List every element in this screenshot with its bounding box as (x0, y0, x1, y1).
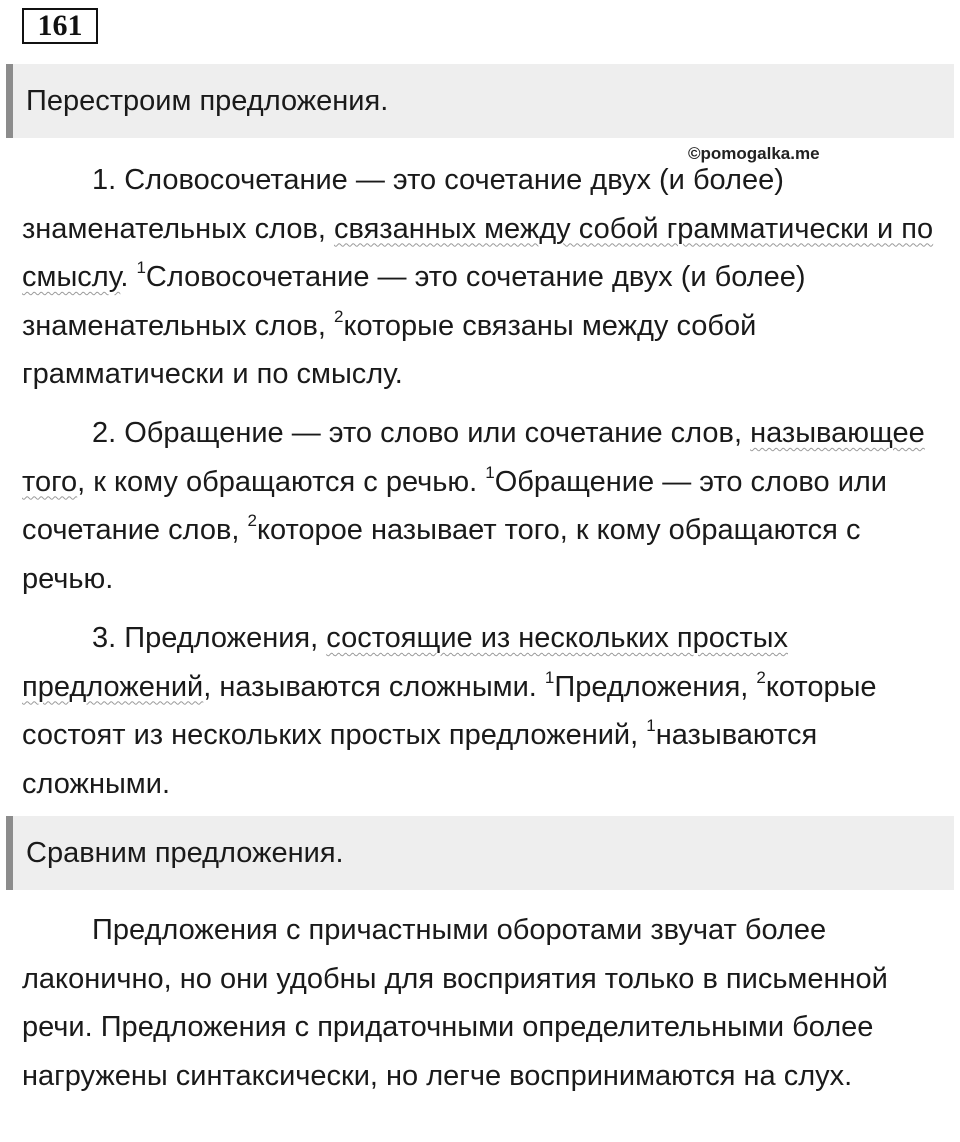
item-2-paragraph: 2. Обращение — это слово или сочетание слов, называющее того, к кому обращаются с речью. $^1$Обращение — это слово или сочетание слов, $^2$которое называет того, к кому обращаются с речью. (22, 417, 925, 595)
underlined-participle-phrase: связанных между собой грамматически и по смыслу (22, 212, 934, 293)
underlined-participle-phrase: состоящие из нескольких простых предложений (22, 622, 788, 703)
clause-mark: 2 (247, 511, 257, 531)
compare-paragraph: Предложения с причастными оборотами звучат более лаконично, но они удобны для восприятия только в письменной речи. Предложения с придаточными определительными более нагружены синтаксически, но легче воспринимаются на слух. (22, 914, 888, 1092)
section-heading-compare: Сравним предложения. (6, 816, 954, 890)
task-number: 161 (22, 8, 98, 44)
clause-mark: 1 (646, 716, 656, 736)
clause-mark: 2 (333, 306, 344, 326)
underlined-participle-phrase: называющее того (22, 417, 925, 498)
clause-mark: 1 (136, 258, 146, 278)
clause-mark: 1 (485, 462, 495, 482)
item-1-paragraph: 1. Словосочетание — это сочетание двух (и более) знаменательных слов, связанных между собой грамматически и по смыслу. $^1$Словосочетание — это сочетание двух (и более) знаменательных слов, $^2$которые связаны между собой грамматически и по смыслу. (22, 164, 934, 390)
clause-mark: 2 (756, 667, 766, 687)
watermark: ©pomogalka.me (688, 144, 820, 163)
section-heading-rebuild: Перестроим предложения. (6, 64, 954, 138)
clause-mark: 1 (544, 667, 555, 687)
item-3-paragraph: 3. Предложения, состоящие из нескольких простых предложений, называются сложными. $^1$Предложения, $^2$которые состоят из нескольких простых предложений, $^1$называются сложными. (22, 622, 877, 800)
